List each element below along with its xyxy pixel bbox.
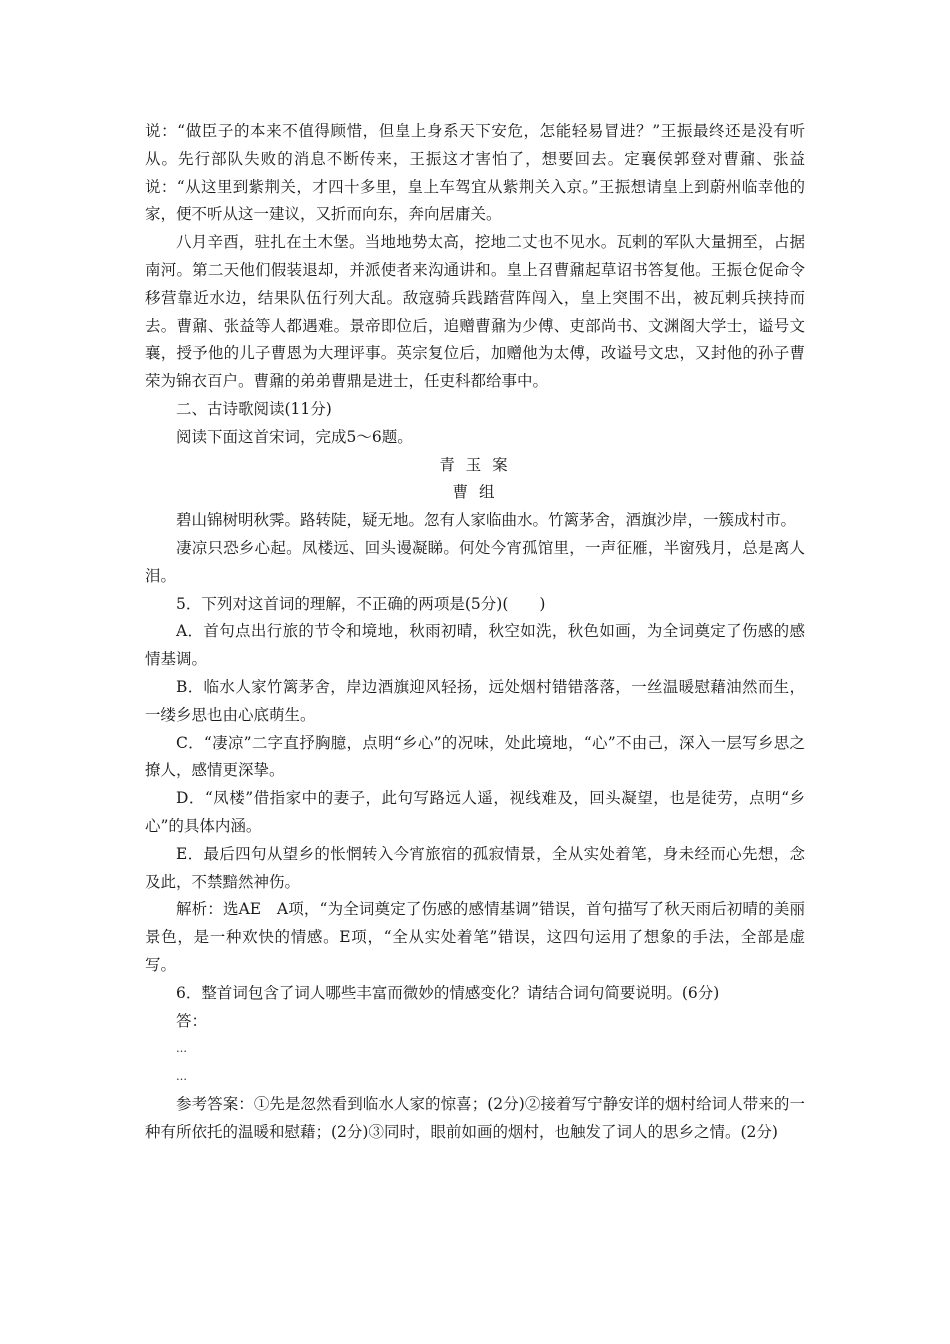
body-paragraph-2: 八月辛酉，驻扎在土木堡。当地地势太高，挖地二丈也不见水。瓦剌的军队大量拥至，占据南河。第二天他们假装退却，并派使者来沟通讲和。皇上召曹鼐起草诏书答复他。王振仓促命令移营靠近水边，结果队伍行列大乱。敌寇骑兵践踏营阵闯入，皇上突围不出，被瓦剌兵挟持而去。曹鼐、张益等人都遇难。景帝即位后，追赠曹鼐为少傅、吏部尚书、文渊阁大学士，谥号文襄，授予他的儿子曹恩为大理评事。英宗复位后，加赠他为太傅，改谥号文忠，又封他的孙子曹荣为锦衣百户。曹鼐的弟弟曹鼎是进士，任吏科都给事中。 (145, 233, 805, 391)
question-5-stem: 5．下列对这首词的理解，不正确的两项是(5分)( ) (176, 594, 546, 613)
answer-blank-line-1: … (176, 1042, 187, 1056)
question-5-option-e: E．最后四句从望乡的怅惘转入今宵旅宿的孤寂情景，全从实处着笔，身未经而心先想，念及此，不禁黯然神伤。 (145, 844, 805, 891)
question-5-analysis: 解析：选AE A项，“为全词奠定了伤感的感情基调”错误，首句描写了秋天雨后初晴的美丽景色，是一种欢快的情感。E项，“全从实处着笔”错误，这四句运用了想象的手法，全部是虚写。 (145, 900, 805, 974)
question-5-option-d: D．“凤楼”借指家中的妻子，此句写路远人遥，视线难及，回头凝望，也是徒劳，点明“乡心”的具体内涵。 (145, 789, 805, 835)
poem-stanza-2: 凄凉只恐乡心起。凤楼远、回头谩凝睇。何处今宵孤馆里，一声征雁，半窗残月，总是离人泪。 (145, 538, 805, 585)
answer-blank-line-2: … (176, 1070, 187, 1084)
poem-stanza-1: 碧山锦树明秋霁。路转陡，疑无地。忽有人家临曲水。竹篱茅舍，酒旗沙岸，一簇成村市。 (176, 511, 797, 530)
question-5-option-c: C．“凄凉”二字直抒胸臆，点明“乡心”的况味，处此境地，“心”不由己，深入一层写乡思之撩人，感情更深挚。 (145, 733, 805, 780)
question-5-option-b: B．临水人家竹篱茅舍，岸边酒旗迎风轻扬，远处烟村错错落落，一丝温暖慰藉油然而生，一缕乡思也由心底萌生。 (145, 677, 805, 724)
section-heading: 二、古诗歌阅读(11分) (176, 399, 332, 418)
question-6-stem: 6．整首词包含了词人哪些丰富而微妙的情感变化？请结合词句简要说明。(6分) (176, 983, 720, 1002)
reference-answer: 参考答案：①先是忽然看到临水人家的惊喜；(2分)②接着写宁静安详的烟村给词人带来的一种有所依托的温暖和慰藉；(2分)③同时，眼前如画的烟村，也触发了词人的思乡之情。(2分) (145, 1094, 805, 1141)
answer-label: 答： (176, 1011, 208, 1030)
document-page (145, 118, 805, 1146)
body-paragraph-1: 说：“做臣子的本来不值得顾惜，但皇上身系天下安危，怎能轻易冒进？”王振最终还是没有听从。先行部队失败的消息不断传来，王振这才害怕了，想要回去。定襄侯郭登对曹鼐、张益说：“从这里到紫荆关，才四十多里，皇上车驾宜从紫荆关入京。”王振想请皇上到蔚州临幸他的家，便不听从这一建议，又折而向东，奔向居庸关。 (145, 122, 805, 224)
question-5-option-a: A．首句点出行旅的节令和境地，秋雨初晴，秋空如洗，秋色如画，为全词奠定了伤感的感情基调。 (145, 622, 805, 669)
section-instruction: 阅读下面这首宋词，完成5～6题。 (176, 427, 413, 446)
poem-author: 曹 组 (452, 483, 498, 502)
poem-title: 青 玉 案 (439, 455, 511, 474)
